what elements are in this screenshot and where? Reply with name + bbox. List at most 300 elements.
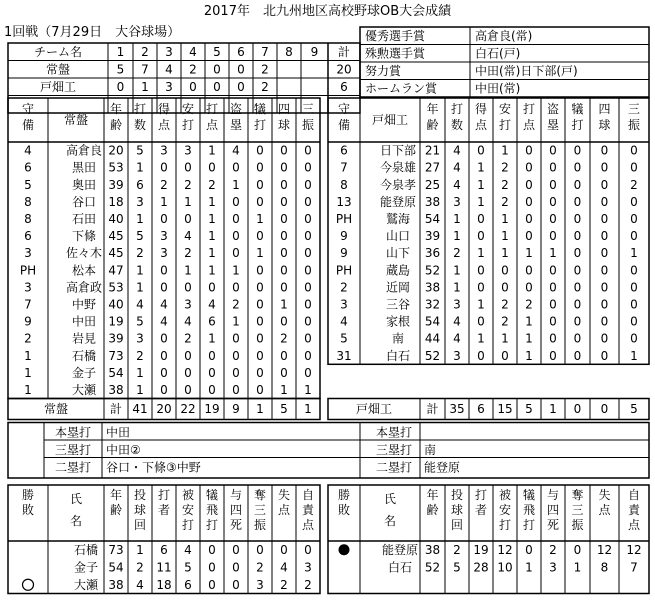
away-player-name: 南 [391,331,405,346]
home-player-stat: 1 [184,194,192,209]
away-total-value: 0 [573,402,582,416]
away-player-stat: 0 [630,314,638,329]
home-player-stat: 0 [160,382,168,397]
home-player-stat: 3 [160,246,168,261]
linescore-team: 戸畑工 [39,79,77,94]
away-player-stat: 0 [573,177,582,192]
linescore-header-team: チーム名 [33,44,83,59]
home-player-stat: 1 [184,263,192,278]
away-player-stat: 0 [525,211,533,226]
home-player-stat: 9 [24,314,32,329]
away-header-stat: 三振 [627,102,641,132]
away-pitcher-stat: 2 [453,542,461,557]
inning-score: 3 [165,79,173,94]
home-totals-team: 常盤 [43,402,69,416]
home-player-stat: 0 [304,229,312,244]
home-header-stat: 得点 [157,102,171,132]
home-player-stat: 0 [304,348,312,363]
away-player-stat: 0 [573,331,582,346]
hit-type-label: 二塁打 [375,460,413,475]
away-total-value: 35 [449,402,465,416]
away-player-stat: 4 [453,177,461,192]
away-player-stat: 1 [453,229,461,244]
home-player-stat: 1 [232,177,240,192]
home-player-stat: 1 [136,280,144,295]
home-player-name: 大瀬 [71,382,97,397]
home-player-stat: 7 [24,297,32,312]
home-player-stat: 2 [160,177,168,192]
home-player-stat: 0 [304,365,312,380]
away-player-stat: 0 [573,143,582,158]
home-player-stat: 0 [160,280,168,295]
away-player-stat: 0 [600,143,609,158]
home-pitch-header: 打者 [157,488,171,517]
home-player-stat: 1 [24,348,32,363]
away-header-stat: 得点 [474,102,488,132]
away-player-stat: 2 [501,160,509,175]
home-player-stat: 0 [256,297,264,312]
home-pitch-header: 勝敗 [21,488,35,517]
away-player-stat: 2 [340,280,348,295]
away-player-stat: 1 [453,263,461,278]
home-player-stat: 4 [160,297,168,312]
home-totals-label: 計 [109,402,123,416]
away-player-stat: 0 [501,280,509,295]
away-player-stat: 0 [573,348,582,363]
away-pitcher-name: 能登原 [381,542,419,557]
home-pitcher-stat: 0 [304,542,312,557]
home-pitcher-stat: 0 [208,542,216,557]
away-pitcher-stat: 1 [573,560,582,575]
home-player-name: 石橋 [71,348,97,363]
home-pitcher-stat: 3 [256,577,264,592]
home-pitcher-stat: 0 [232,560,240,575]
away-player-stat: 36 [424,246,441,261]
home-player-stat: 1 [24,365,32,380]
home-player-stat: 0 [160,160,168,175]
extra-base-hits-table [8,423,649,479]
away-player-stat: 0 [630,280,638,295]
home-player-stat: 5 [136,229,144,244]
away-player-stat: 13 [336,194,352,209]
home-pitch-header: 犠飛打 [205,488,219,532]
away-player-stat: 0 [573,194,582,209]
home-player-stat: 3 [24,280,32,295]
home-player-stat: 1 [136,263,144,278]
home-pitcher-stat: 5 [184,560,192,575]
away-pitch-header: 犠飛打 [522,488,536,532]
home-player-name: 中野 [71,297,97,312]
home-player-stat: 0 [232,211,240,226]
home-pitch-header: 与四死 [229,488,243,532]
home-player-stat: 47 [108,263,124,278]
home-header-stat: 三振 [301,102,315,132]
away-pitcher-name: 白石 [387,560,413,575]
away-player-stat: 0 [501,348,509,363]
home-total-value: 20 [156,402,172,416]
inning-score: 0 [213,62,221,77]
home-player-stat: 0 [280,314,288,329]
home-player-stat: 0 [256,382,264,397]
home-player-stat: 0 [280,177,288,192]
away-player-name: 近岡 [385,280,411,295]
away-player-stat: 54 [424,211,441,226]
home-player-stat: 0 [232,382,240,397]
away-player-stat: 0 [525,160,533,175]
home-player-stat: 40 [108,297,124,312]
home-pitcher-name: 石橋 [73,542,99,557]
home-player-stat: 2 [136,246,144,261]
away-player-stat: 4 [453,314,461,329]
away-player-stat: 0 [630,160,638,175]
linescore-header-total: 計 [337,44,351,59]
home-pitcher-stat: 2 [136,560,144,575]
award-name: 優秀選手賞 [365,28,426,43]
away-pitcher-stat: 5 [453,560,461,575]
home-team-name: 常盤 [63,113,89,127]
away-pitch-header: 年齢 [426,488,439,517]
inning-score: 0 [116,79,125,94]
home-pitcher-name: 金子 [73,560,99,575]
home-total-value: 41 [132,402,148,416]
home-player-stat: 39 [108,177,124,192]
home-pitcher-stat: 0 [256,542,264,557]
away-player-name: 今泉孝 [379,177,417,192]
away-player-stat: 39 [424,229,441,244]
home-player-stat: 0 [256,263,264,278]
away-pitcher-stat: 12 [497,542,513,557]
home-player-stat: 1 [232,263,240,278]
home-hit-players: 中田② [106,442,141,457]
away-player-name: 鷲海 [385,211,411,226]
away-pitcher-stat: 38 [424,542,441,557]
inning-header: 1 [116,44,125,59]
home-pitch-header: 奪三振 [253,488,267,532]
home-player-name: 中田 [71,314,97,329]
away-player-stat: 2 [501,194,509,209]
away-pitch-header: 奪三振 [571,488,584,532]
home-player-stat: 0 [208,365,216,380]
away-header-stat: 安打 [498,102,512,132]
home-player-stat: 0 [280,160,288,175]
home-player-stat: 0 [256,143,264,158]
home-total-value: 1 [256,402,264,416]
inning-score: 0 [237,62,245,77]
home-header-stat: 安打 [181,102,195,132]
away-player-stat: 0 [525,229,533,244]
away-pitch-header: 勝敗 [337,488,351,517]
home-player-stat: 6 [24,229,32,244]
home-player-stat: 1 [160,194,168,209]
home-total-value: 1 [304,402,312,416]
home-pitcher-stat: 54 [108,560,124,575]
away-total-value: 5 [630,402,638,416]
away-player-stat: 1 [477,160,485,175]
home-header-stat: 年齢 [109,102,123,132]
home-player-stat: 0 [184,382,192,397]
home-player-stat: 0 [160,348,168,363]
away-player-stat: 38 [424,280,441,295]
away-player-stat: 0 [549,280,557,295]
away-player-stat: 0 [549,160,557,175]
home-total-value: 9 [232,402,240,416]
home-player-stat: 0 [232,365,240,380]
away-player-stat: 2 [501,177,509,192]
home-hit-players: 中田 [106,425,131,440]
award-name: 殊勲選手賞 [365,46,426,61]
home-total-value: 5 [280,402,288,416]
away-player-stat: 4 [453,160,461,175]
away-player-stat: 0 [549,314,557,329]
away-player-stat: 0 [477,211,485,226]
home-player-stat: 5 [136,143,144,158]
home-player-name: 谷口 [71,194,97,209]
away-player-stat: 9 [340,229,348,244]
home-player-name: 佐々木 [65,246,103,261]
home-player-stat: 4 [232,143,240,158]
away-player-stat: 0 [525,177,533,192]
away-player-name: 白石 [385,348,411,363]
away-player-stat: 1 [453,211,461,226]
inning-score: 4 [165,62,173,77]
away-player-stat: 0 [549,143,557,158]
home-pitcher-stat: 73 [108,542,124,557]
home-player-stat: 45 [108,229,124,244]
hit-type-label: 三塁打 [375,442,413,457]
away-player-name: 今泉雄 [379,160,417,175]
linescore-total: 6 [340,79,348,94]
home-player-stat: 1 [208,331,216,346]
away-player-stat: 0 [525,280,533,295]
home-player-stat: 2 [208,177,216,192]
home-player-stat: 0 [304,263,312,278]
away-player-stat: 0 [549,194,557,209]
away-pitcher-stat: 0 [525,542,533,557]
away-player-stat: 1 [525,331,533,346]
home-pitcher-stat: 2 [280,577,288,592]
home-player-stat: 4 [208,297,216,312]
home-player-stat: 8 [24,194,32,209]
home-player-stat: 0 [256,177,264,192]
home-player-stat: 0 [280,246,288,261]
home-player-stat: 0 [208,348,216,363]
home-player-stat: 73 [108,348,124,363]
home-player-stat: 2 [280,331,288,346]
away-pitcher-stat: 52 [424,560,441,575]
away-player-stat: 2 [501,297,509,312]
away-player-stat: 0 [630,263,638,278]
away-player-stat: 0 [600,314,609,329]
linescore-total: 20 [336,62,352,77]
away-pitcher-stat: 2 [549,542,557,557]
away-total-value: 1 [549,402,557,416]
away-player-stat: 0 [573,246,582,261]
home-pitcher-stat: 4 [280,560,288,575]
home-pitcher-stat: 18 [156,577,172,592]
away-player-stat: 1 [477,331,485,346]
away-player-stat: 1 [477,194,485,209]
home-player-stat: 0 [208,382,216,397]
away-player-stat: 54 [424,314,441,329]
home-pitcher-stat: 2 [304,577,312,592]
home-player-name: 金子 [71,365,97,380]
away-player-stat: 1 [501,229,509,244]
away-player-stat: 27 [424,160,441,175]
home-player-name: 石田 [71,211,97,226]
home-pitch-header: 自責点 [301,488,315,532]
home-player-stat: 0 [280,348,288,363]
home-player-stat: 0 [280,263,288,278]
away-player-stat: 0 [573,160,582,175]
home-player-stat: 0 [184,160,192,175]
away-player-stat: 1 [525,348,533,363]
away-hit-players: 南 [424,442,437,457]
away-pitch-header: 失点 [598,488,611,517]
away-player-stat: 0 [549,263,557,278]
away-player-stat: 1 [477,297,485,312]
away-player-stat: 1 [630,348,638,363]
home-player-stat: 1 [208,229,216,244]
away-player-stat: 1 [549,246,557,261]
away-player-stat: 0 [525,194,533,209]
away-player-stat: 25 [424,177,441,192]
inning-header: 5 [213,44,221,59]
away-player-stat: 1 [501,331,509,346]
away-player-stat: 0 [549,177,557,192]
home-player-stat: 1 [232,314,240,329]
page-title: 2017年 北九州地区高校野球OB大会成績 [203,4,452,19]
away-player-stat: 2 [453,246,461,261]
away-player-stat: 0 [549,211,557,226]
home-player-stat: 2 [232,297,240,312]
away-player-name: 山口 [385,229,411,244]
home-header-stat: 犠打 [253,102,267,132]
home-player-stat: 0 [232,194,240,209]
home-player-stat: 0 [280,194,288,209]
home-player-stat: 1 [208,246,216,261]
away-hit-players: 能登原 [424,460,461,475]
away-player-name: 能登原 [379,194,417,209]
home-player-stat: 0 [208,160,216,175]
home-player-stat: 4 [160,314,168,329]
home-player-stat: 3 [160,229,168,244]
inning-score: 5 [116,62,125,77]
home-player-stat: 0 [232,331,240,346]
home-player-stat: 0 [256,280,264,295]
away-player-stat: 21 [424,143,441,158]
home-player-stat: 1 [208,143,216,158]
hit-type-label: 三塁打 [54,442,92,457]
inning-score: 2 [261,79,269,94]
home-player-stat: 53 [108,160,124,175]
home-player-stat: 2 [184,331,192,346]
away-player-stat: 2 [525,297,533,312]
away-player-stat: 0 [525,263,533,278]
away-player-stat: 0 [630,211,638,226]
away-player-stat: 0 [600,297,609,312]
loss-mark-icon [339,544,350,555]
away-pitcher-stat: 12 [626,542,642,557]
away-player-stat: 0 [477,314,485,329]
away-player-stat: 0 [477,348,485,363]
home-pitcher-stat: 0 [208,577,216,592]
inning-header: 4 [189,44,197,59]
linescore-team: 常盤 [45,62,71,77]
inning-header: 6 [237,44,245,59]
home-player-stat: 1 [136,365,144,380]
away-player-stat: 9 [340,246,348,261]
home-player-stat: 0 [280,211,288,226]
away-pitcher-stat: 1 [525,560,533,575]
away-player-stat: 0 [573,263,582,278]
away-player-stat: 0 [573,229,582,244]
away-player-stat: 0 [477,143,485,158]
home-pitch-header: 失点 [277,488,291,517]
home-player-name: 岩見 [71,331,97,346]
home-player-stat: 2 [184,177,192,192]
home-player-stat: 0 [160,211,168,226]
home-pitcher-stat: 0 [232,542,240,557]
home-player-stat: 0 [256,348,264,363]
away-pitch-header: 氏名 [383,492,397,528]
away-pitcher-stat: 28 [473,560,489,575]
away-player-stat: 8 [340,177,348,192]
away-pitcher-stat: 3 [549,560,557,575]
away-player-stat: 1 [477,177,485,192]
away-player-stat: 0 [549,297,557,312]
away-player-stat: 52 [424,263,441,278]
home-player-stat: 0 [232,246,240,261]
home-player-stat: 1 [208,263,216,278]
home-player-stat: 6 [24,160,32,175]
home-player-stat: 1 [256,246,264,261]
away-player-stat: 0 [630,143,638,158]
away-pitcher-stat: 8 [600,560,609,575]
home-player-stat: 45 [108,246,124,261]
inning-score: 1 [141,79,149,94]
away-player-stat: 0 [600,177,609,192]
home-player-stat: 1 [136,211,144,226]
away-header-stat: 四球 [598,102,611,132]
away-player-stat: 0 [600,331,609,346]
away-header-stat: 打数 [450,102,464,132]
away-player-stat: 0 [600,160,609,175]
home-player-stat: 1 [304,382,312,397]
home-player-stat: 0 [232,348,240,363]
away-player-stat: 1 [525,246,533,261]
away-player-stat: 0 [573,297,582,312]
away-player-stat: 0 [477,280,485,295]
away-player-stat: 0 [600,194,609,209]
home-player-stat: 0 [304,331,312,346]
home-player-stat: 3 [160,143,168,158]
away-player-name: 蔵島 [385,263,411,278]
away-player-stat: 3 [453,348,461,363]
away-player-stat: 5 [340,331,348,346]
home-pitcher-stat: 4 [184,542,192,557]
award-winner: 中田(常)日下部(戸) [475,63,578,78]
home-player-stat: 0 [256,365,264,380]
away-player-stat: 0 [477,229,485,244]
home-pitcher-stat: 11 [156,560,172,575]
inning-score: 0 [213,79,221,94]
home-player-stat: 0 [304,211,312,226]
away-header-stat: 年齢 [426,102,439,132]
away-player-stat: 0 [600,263,609,278]
away-pitch-header: 被安打 [498,488,512,532]
home-total-value: 22 [180,402,196,416]
home-player-name: 松本 [71,263,97,278]
